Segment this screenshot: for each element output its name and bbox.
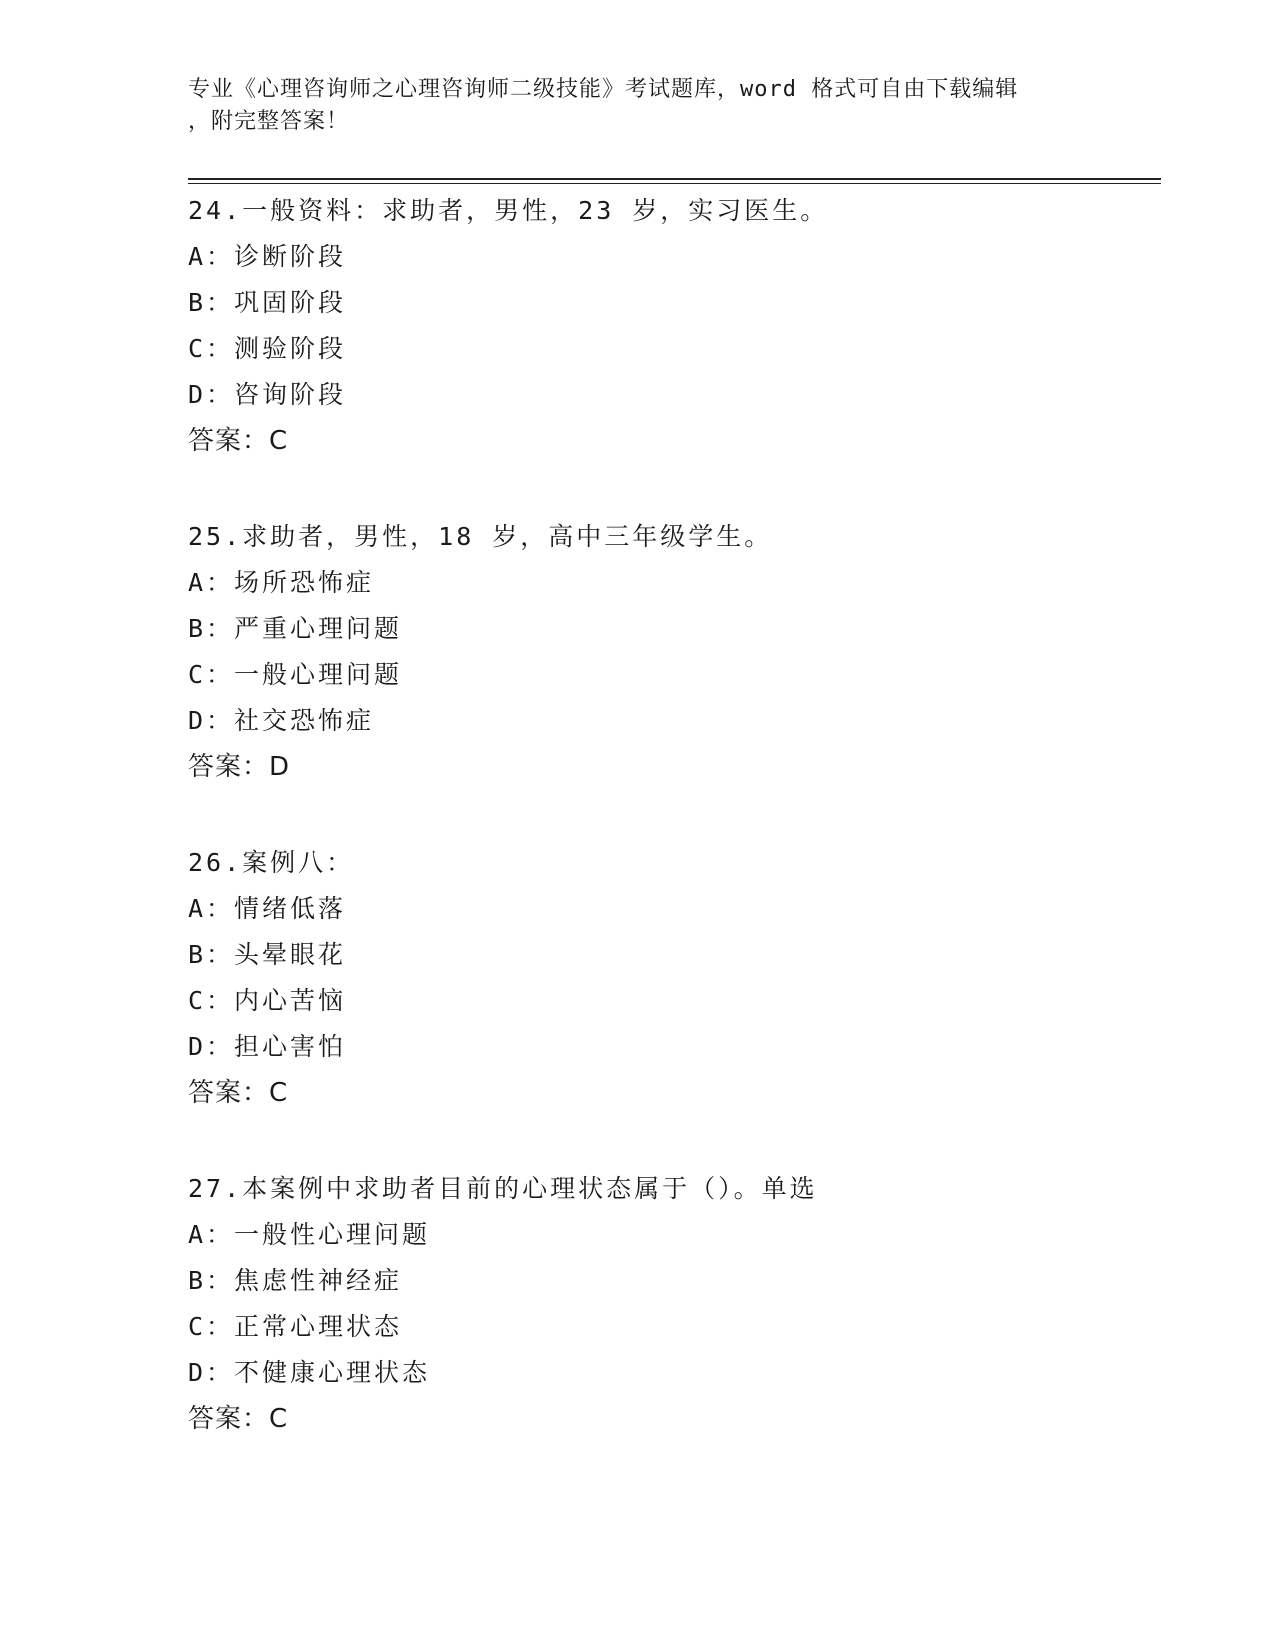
page-header (188, 74, 1088, 138)
answer: 答案：C (188, 1404, 289, 1434)
question-25 (188, 514, 1148, 790)
option-b: B：焦虑性神经症 (188, 1266, 403, 1295)
answer: 答案：C (188, 1078, 289, 1108)
option-c: C：内心苦恼 (188, 986, 347, 1015)
question-title: 24.一般资料：求助者，男性，23 岁，实习医生。 (188, 196, 829, 225)
answer: 答案：D (188, 752, 291, 782)
option-a: A：一般性心理问题 (188, 1220, 431, 1249)
header-line-2: ，附完整答案！ (188, 109, 350, 134)
question-27 (188, 1166, 1148, 1442)
option-d: D：不健康心理状态 (188, 1358, 431, 1387)
question-26 (188, 840, 1148, 1116)
option-c: C：测验阶段 (188, 334, 347, 363)
question-list (188, 188, 1148, 1492)
option-a: A：诊断阶段 (188, 242, 347, 271)
option-d: D：咨询阶段 (188, 380, 347, 409)
option-c: C：一般心理问题 (188, 660, 403, 689)
option-a: A：情绪低落 (188, 894, 347, 923)
option-b: B：严重心理问题 (188, 614, 403, 643)
question-title: 25.求助者，男性，18 岁，高中三年级学生。 (188, 522, 773, 551)
header-divider (188, 178, 1161, 184)
header-line-1: 专业《心理咨询师之心理咨询师二级技能》考试题库，word 格式可自由下载编辑 (188, 77, 1019, 102)
option-b: B：头晕眼花 (188, 940, 347, 969)
question-title: 27.本案例中求助者目前的心理状态属于（）。单选 (188, 1174, 818, 1203)
question-24 (188, 188, 1148, 464)
option-c: C：正常心理状态 (188, 1312, 403, 1341)
option-a: A：场所恐怖症 (188, 568, 375, 597)
option-d: D：担心害怕 (188, 1032, 347, 1061)
question-title: 26.案例八： (188, 848, 355, 877)
answer: 答案：C (188, 426, 289, 456)
option-b: B：巩固阶段 (188, 288, 347, 317)
option-d: D：社交恐怖症 (188, 706, 375, 735)
